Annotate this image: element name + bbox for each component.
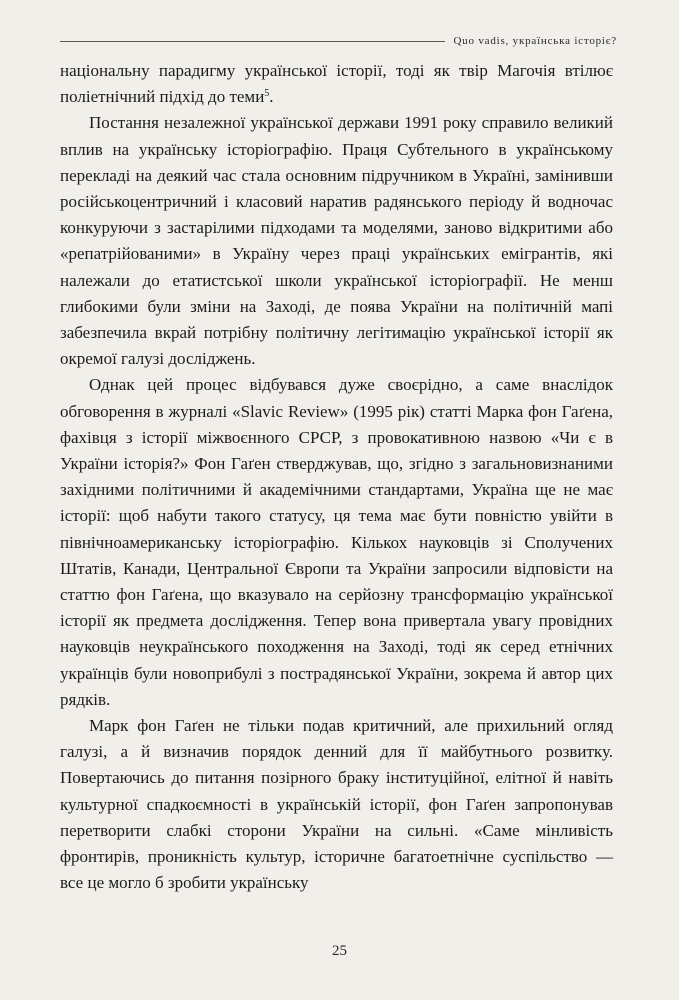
paragraph: Однак цей процес відбувався дуже своєрідно, а саме внаслідок обговорення в журналі «Slavic Review» (1995 рік) статті Марка фон Гаґена, фахівця з історії міжвоєнного СРСР, з провокативною назвою «Чи є в України історія?» Фон Гаґен стверджував, що, згідно з загальновизнаними західними політичними й академічними стандартами, Україна ще не має історії: щоб набути такого статусу, ця тема має бути повністю увійти в північноамериканську історіографію. Кількох науковців зі Сполучених Штатів, Канади, Центральної Європи та України запросили відповісти на статтю фон Гаґена, що вказувало на серйозну трансформацію української історії як предмета дослідження. Тепер вона привертала увагу провідних науковців неукраїнського походження на Заході, тоді як серед етнічних українців були новоприбулі з пострадянської України, зокрема й автор цих рядків. bbox=[60, 375, 613, 709]
running-head-title: Quo vadis, українська історіє? bbox=[453, 35, 617, 47]
header-rule bbox=[60, 41, 445, 42]
body-text bbox=[60, 58, 613, 897]
footnote-reference[interactable]: 5 bbox=[264, 88, 270, 100]
paragraph: національну парадигму української історії, тоді як твір Магочія втілює поліетнічний підхід до теми$^5$. bbox=[60, 61, 613, 107]
running-header bbox=[60, 32, 617, 50]
paragraph-text: національну парадигму української історії, тоді як твір Магочія втілює поліетнічний підхід до теми bbox=[60, 61, 613, 107]
page-number: 25 bbox=[332, 943, 347, 959]
paragraph: Марк фон Гаґен не тільки подав критичний, але прихильний огляд галузі, а й визначив порядок денний для її майбутнього розвитку. Повертаючись до питання позірного браку інституційної, елітної й навіть культурної спадкоємності в українській історії, фон Гаґен запропонував перетворити слабкі сторони України на сильні. «Саме мінливість фронтирів, проникність культур, історичне багатоетнічне суспільство — все це могло б зробити українську bbox=[60, 716, 613, 893]
paragraph: Постання незалежної української держави 1991 року справило великий вплив на українську історіографію. Праця Субтельного в українському перекладі на деякий час стала основним підручником в Україні, замінивши російськоцентричний і класовий наратив радянського періоду й водночас конкуруючи з застарілими підходами та моделями, заново відкритими або «репатрійованими» в Україну через праці українських емігрантів, які належали до етатистської школи української історіографії. Не менш глибокими були зміни на Заході, де поява України на політичній мапі забезпечила вкрай потрібну політичну легітимацію української історії як окремої галузі досліджень. bbox=[60, 113, 613, 369]
